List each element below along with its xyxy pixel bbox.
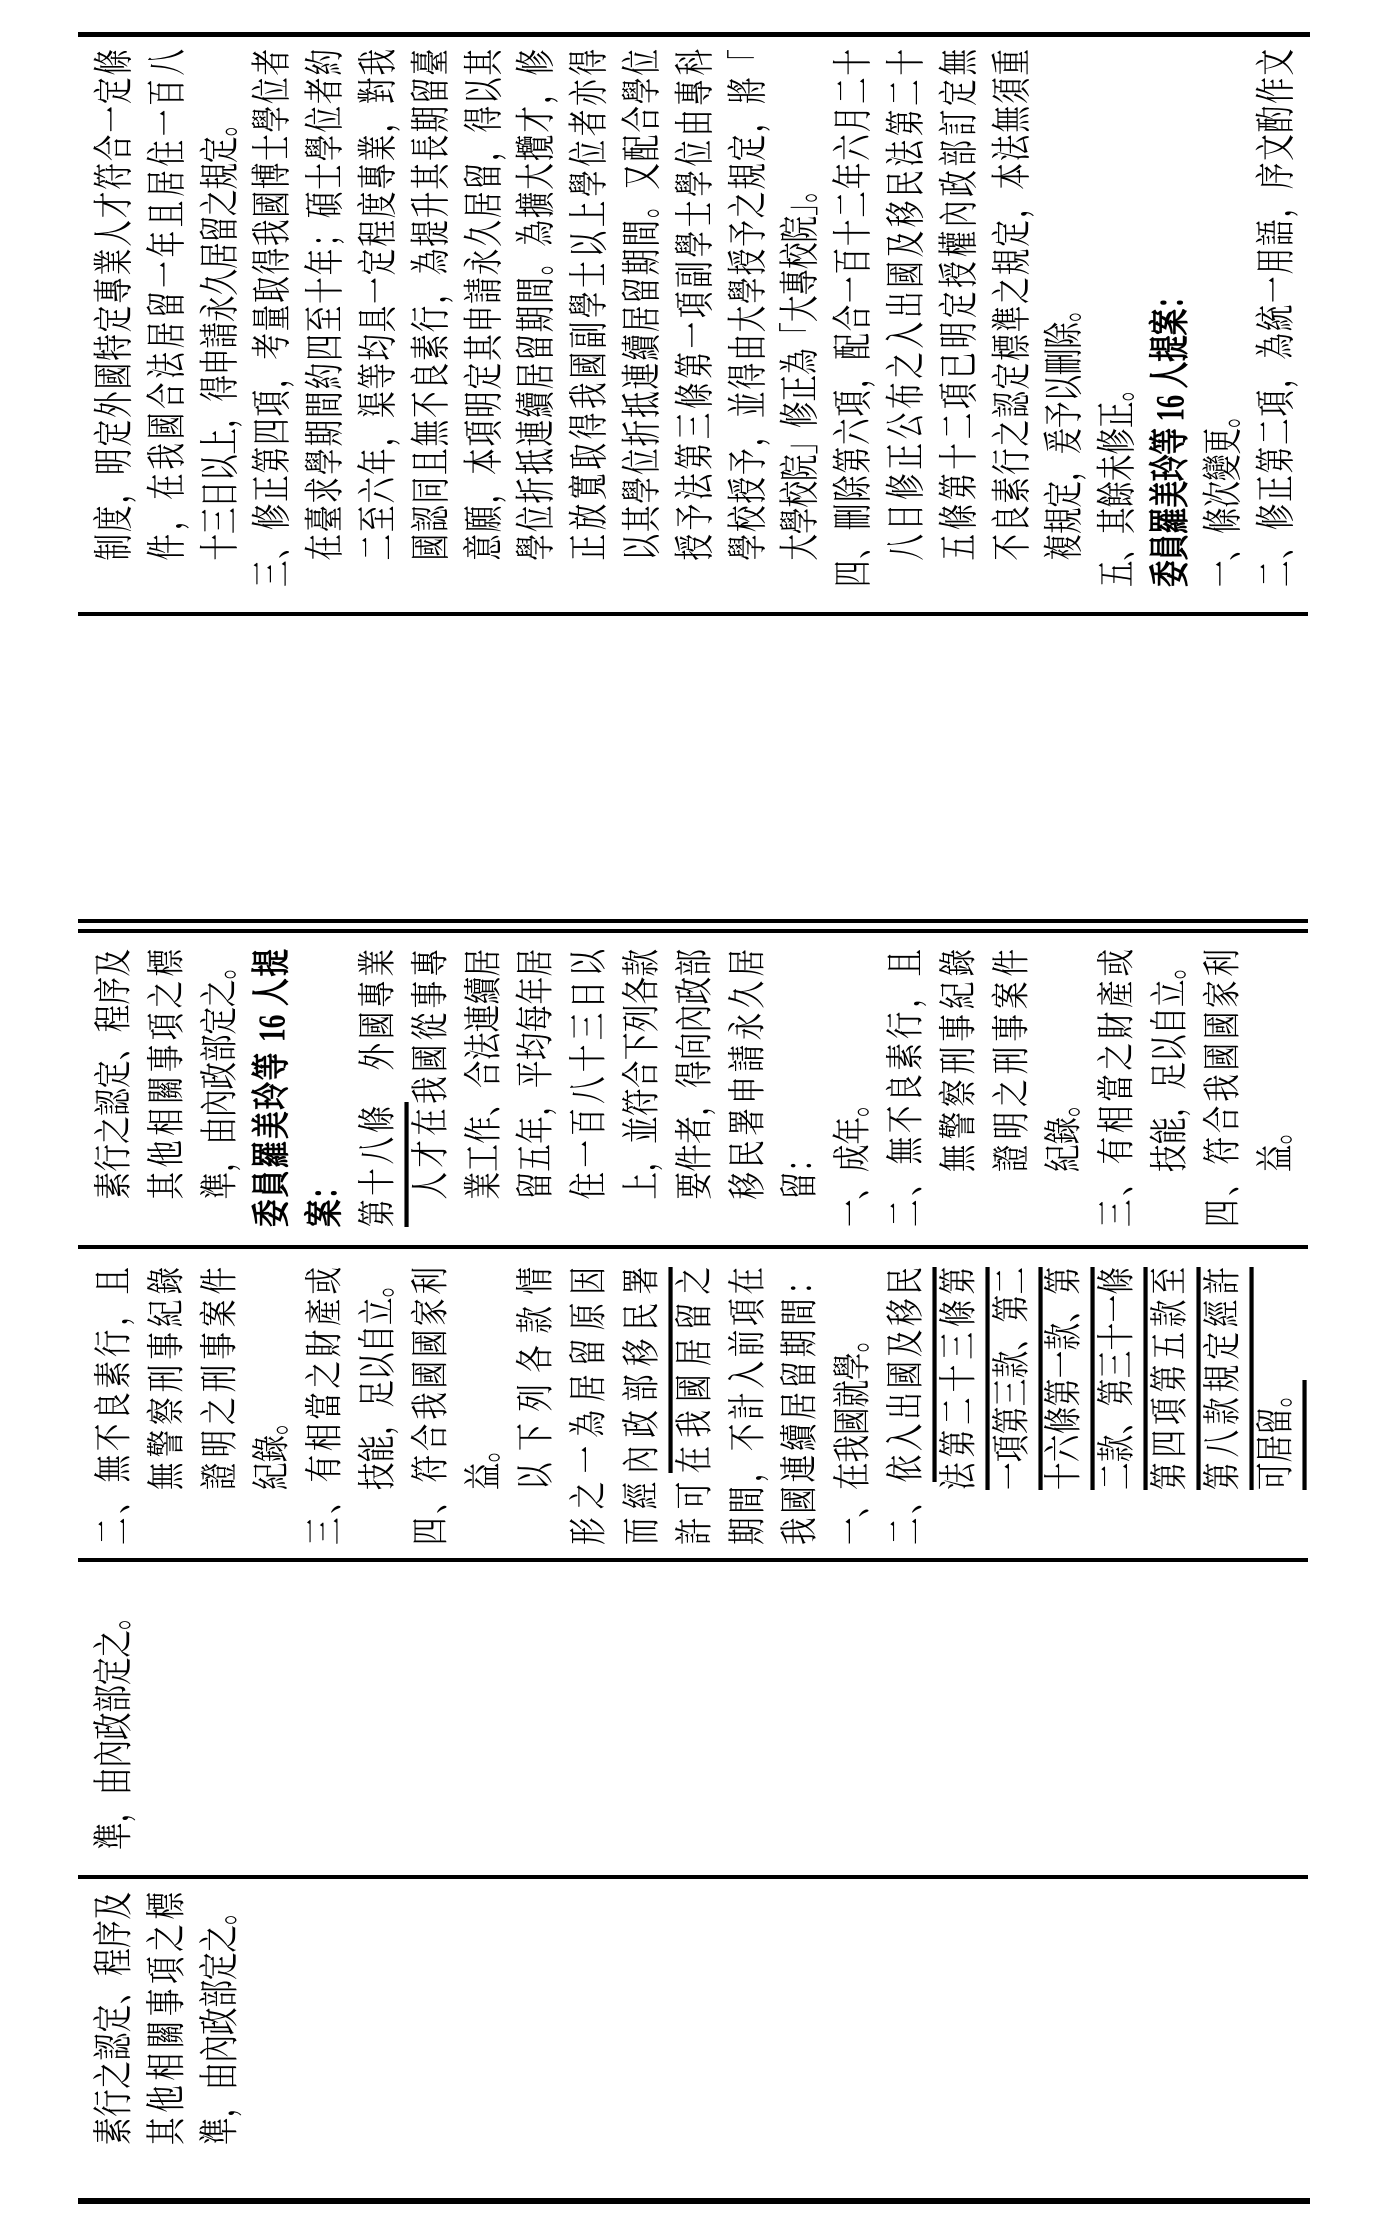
- text-run: 上，並符合下列各款: [619, 949, 663, 1200]
- table-column-3: [88, 1267, 1302, 1545]
- text-line: [1239, 949, 1313, 1227]
- table-rule-3: [78, 1245, 1308, 1249]
- text-run: 無警察刑事紀錄: [936, 949, 980, 1172]
- text-run: 許可在我國居留之: [672, 1267, 716, 1545]
- text-run: 紀錄。: [1041, 1089, 1086, 1172]
- underlined-amendment-text: 二款、第三十一條: [1095, 1267, 1148, 1490]
- text-line: [1236, 49, 1316, 587]
- underlined-amendment-text: 第十八條: [355, 1102, 408, 1227]
- text-run: 在臺求學期間約四至十年；碩士學位者約: [302, 49, 348, 561]
- table-rule-4: [78, 612, 1308, 616]
- text-run: 二、: [883, 1482, 927, 1545]
- text-run: 技能，足以自立。: [355, 1270, 399, 1490]
- text-run: 我國連續居留期間：: [777, 1267, 822, 1545]
- text-run: 益。: [461, 1435, 505, 1490]
- text-run: 準，由內政部定之。: [197, 952, 241, 1200]
- text-run: 二至六年，渠等均具一定程度專業，對我: [354, 49, 401, 561]
- text-run: 準，由內政部定之。: [196, 1897, 242, 2145]
- underlined-amendment-text: 可居留。: [1253, 1380, 1306, 1490]
- table-column-4: [88, 949, 1302, 1227]
- underlined-amendment-text: 第四項第五款至: [1147, 1267, 1200, 1490]
- underlined-amendment-text: 十六條第一款、第: [1042, 1267, 1095, 1490]
- text-run: 紀錄。: [249, 1407, 294, 1490]
- text-run: 人才在我國從事專: [408, 949, 452, 1200]
- bold-proposal-header: 案：: [302, 1172, 347, 1227]
- text-run: 五、其餘未修正。: [1094, 375, 1140, 587]
- text-run: 業工作、合法連續居: [461, 949, 505, 1200]
- text-run: 學校授予，並得由大學授予之規定，將「: [724, 49, 771, 561]
- text-run: 四、符合我國國家利: [1200, 949, 1244, 1227]
- text-run: 正放寬取得我國副學士以上學位者亦得: [566, 49, 612, 561]
- table-border-left: [78, 2198, 1310, 2204]
- table-column-2: [88, 1595, 141, 1850]
- text-run: 其他相關事項之標: [143, 1892, 189, 2145]
- text-run: 制度，明定外國特定專業人才符合一定條: [90, 49, 137, 561]
- text-run: 八日修正公布之入出國及移民法第二十: [882, 49, 929, 561]
- text-run: 四、刪除第六項，配合一百十二年六月二十: [830, 49, 876, 587]
- text-run: 三、有相當之財產或: [302, 1267, 347, 1545]
- text-run: 授予法第三條第一項副學士學位由專科: [671, 49, 718, 561]
- text-run: 複規定，爰予以刪除。: [1041, 295, 1087, 561]
- text-run: 一、在我國就學。: [830, 1325, 874, 1545]
- text-run: 二、無不良素行，且: [91, 1267, 135, 1545]
- text-run: 一、條次變更。: [1199, 401, 1246, 587]
- text-run: 準，由內政部定之。: [90, 1602, 136, 1850]
- text-run: 五條第十二項已明定授權內政部訂定無: [935, 49, 982, 561]
- text-run: 件，在我國合法居留一年且居住一百八: [143, 49, 190, 561]
- text-run: 二、無不良素行，且: [883, 949, 927, 1227]
- table-column-5: [88, 49, 1302, 587]
- table-column-1: [88, 1892, 246, 2145]
- text-run: 留五年，平均每年居: [513, 949, 558, 1200]
- table-rule-2: [78, 1558, 1308, 1562]
- underlined-amendment-text: 依入出國及移民: [883, 1267, 936, 1482]
- table-double-rule-a: [78, 929, 1308, 933]
- text-line: [181, 1892, 258, 2145]
- text-run: 住一百八十三日以: [566, 949, 611, 1200]
- table-double-rule-b: [78, 919, 1308, 923]
- text-run: 以下列各款情: [513, 1267, 558, 1490]
- text-run: 三、有相當之財產或: [1094, 949, 1138, 1227]
- text-run: 形之一為居留原因: [566, 1267, 611, 1545]
- underlined-amendment-text: 內政部移民署: [619, 1267, 672, 1473]
- underlined-amendment-text: 第八款規定經許: [1200, 1267, 1253, 1490]
- text-run: 要件者，得向內政部: [672, 949, 716, 1200]
- text-run: 技能，足以自立。: [1147, 952, 1191, 1172]
- table-border-right: [78, 32, 1310, 37]
- text-line: [76, 1595, 153, 1850]
- table-rule-1: [78, 1875, 1308, 1879]
- text-run: 無警察刑事紀錄: [144, 1267, 188, 1490]
- text-run: 以其學位折抵連續居留期間。又配合學位: [618, 49, 665, 561]
- text-run: 國認同且無不良素行，為提升其長期留臺: [407, 49, 454, 561]
- text-run: 素行之認定、程序及: [90, 1892, 136, 2145]
- underlined-amendment-text: 一項第三款、第二: [989, 1267, 1042, 1490]
- underlined-amendment-text: 法第二十三條第: [936, 1267, 989, 1490]
- text-line: [1239, 1267, 1313, 1545]
- text-run: 學位折抵連續居留期間。為擴大攬才，修: [513, 49, 559, 561]
- text-run: 素行之認定、程序及: [91, 949, 135, 1200]
- text-run: 四、符合我國國家利: [408, 1267, 452, 1545]
- text-run: 而經: [619, 1473, 663, 1545]
- text-run: 十三日以上，得申請永久居留之規定。: [196, 110, 243, 561]
- text-run: 證明之刑事案件: [197, 1267, 241, 1490]
- text-run: 外國專業: [355, 949, 399, 1102]
- text-run: 二、修正第二項，為統一用語，序文酌作文: [1252, 49, 1299, 587]
- text-run: 不良素行之認定標準之規定，本法無須重: [988, 49, 1035, 561]
- bold-proposal-header: 委員羅美玲等 16 人提案：: [1146, 282, 1193, 587]
- text-run: 期間，不計入前項在: [725, 1267, 769, 1545]
- text-run: 益。: [1252, 1117, 1297, 1172]
- text-run: 留：: [777, 1144, 822, 1200]
- text-run: 一、成年。: [830, 1089, 874, 1227]
- bold-proposal-header: 委員羅美玲等 16 人提: [249, 949, 294, 1227]
- text-run: 其他相關事項之標: [144, 949, 188, 1200]
- text-run: 證明之刑事案件: [988, 949, 1033, 1172]
- text-run: 意願，本項明定其申請永久居留，得以其: [460, 49, 507, 561]
- text-run: 移民署申請永久居: [725, 949, 769, 1200]
- text-run: 三、修正第四項，考量取得我國博士學位者: [249, 49, 295, 587]
- text-run: 大學校院」修正為「大專校院」。: [777, 176, 823, 561]
